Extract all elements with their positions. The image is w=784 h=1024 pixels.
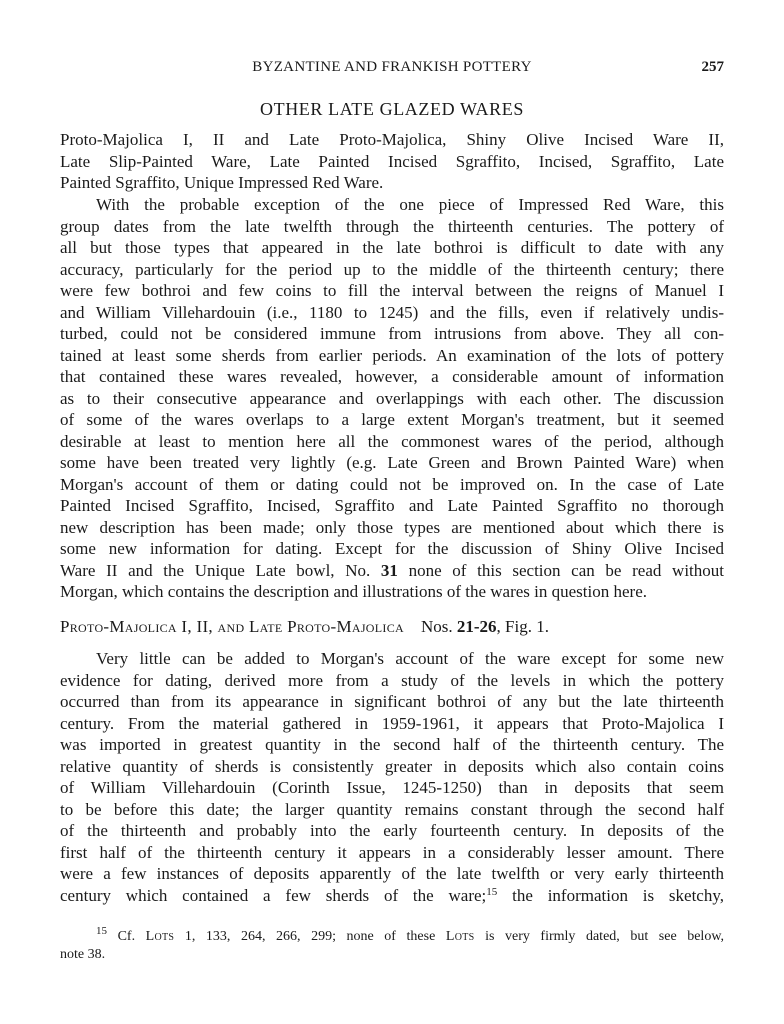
text-fragment: is very firmly dated, but see below, (485, 929, 725, 944)
nos-range: 21-26 (456, 617, 497, 636)
text-line: century. From the material gathered in 1959-1961, it appears that Proto-Majolica I (60, 713, 724, 733)
text-line: Morgan's account of them or dating could not be improved on. In the case of Late (60, 474, 724, 494)
text-fragment: Cf. (117, 929, 136, 944)
text-line: were a few instances of deposits apparently of the late twelfth or very early thirteenth (60, 864, 724, 883)
text-line: as to their consecutive appearance and overlappings with each other. The discussion (60, 388, 724, 408)
footnote-marker[interactable]: 15 (486, 885, 498, 898)
text-fragment: 1, 133, 264, 266, 299; none of these (184, 929, 436, 944)
text-line: were few bothroi and few coins to fill the interval between the reigns of Manuel I (60, 281, 724, 300)
text-fragment: none of this section can be read without (408, 560, 725, 580)
catalogue-number: 31 (380, 560, 398, 580)
text-line: of the thirteenth and probably into the early fourteenth century. In deposits of the (60, 821, 724, 840)
text-line: new description has been made; only those types are mentioned about which there is (60, 517, 724, 537)
text-line: of William Villehardouin (Corinth Issue, 1245-1250) than in deposits that seem (60, 778, 724, 797)
footnote (60, 925, 725, 964)
lots-word: Lots (445, 929, 475, 944)
intro-paragraph (60, 129, 724, 194)
text-line: tained at least some sherds from earlier periods. An examination of the lots of pottery (60, 345, 724, 365)
text-line: desirable at least to mention here all the commonest wares of the period, although (60, 431, 724, 451)
text-line: With the probable exception of the one piece of Impressed Red Ware, this (96, 195, 724, 214)
text-line: Morgan, which contains the description and illustrations of the wares in question here. (60, 582, 647, 601)
text-line: some have been treated very lightly (e.g. Late Green and Brown Painted Ware) when (60, 453, 724, 472)
text-line: to be before this date; the larger quantity remains constant through the second half (60, 799, 724, 819)
subheading (60, 616, 724, 638)
text-line: Proto-Majolica I, II and Late Proto-Majolica, Shiny Olive Incised Ware II, (60, 130, 724, 149)
text-line: and William Villehardouin (i.e., 1180 to 1245) and the fills, even if relatively undis- (60, 302, 724, 322)
text-line: Painted Sgraffito, Unique Impressed Red Ware. (60, 173, 384, 192)
text-line: Painted Incised Sgraffito, Incised, Sgraffito and Late Painted Sgraffito no thorough (60, 496, 724, 515)
text-line: relative quantity of sherds is consistently greater in deposits which also contain coins (60, 756, 724, 776)
text-line: accuracy, particularly for the period up to the middle of the thirteenth century; there (60, 259, 724, 279)
subheading-title: Proto-Majolica I, II, and Late Proto-Majolica (60, 617, 404, 636)
running-head-title: BYZANTINE AND FRANKISH POTTERY (252, 59, 532, 75)
figure-ref: Fig. 1. (505, 617, 549, 636)
text-line: was imported in greatest quantity in the second half of the thirteenth century. The (60, 735, 724, 754)
footnote-line (60, 925, 725, 946)
page-number: 257 (701, 59, 724, 75)
text-line: Very little can be added to Morgan's account of the ware except for some new (96, 649, 724, 668)
text-line: all but those types that appeared in the late bothroi is difficult to date with any (60, 238, 724, 257)
running-head (60, 56, 724, 78)
subheading-line: Proto-Majolica I, II, and Late Proto-Majolica Nos. 21-26, Fig. 1. (60, 617, 549, 636)
body-paragraph (60, 194, 724, 603)
section-paragraph (60, 648, 724, 906)
text-line: of some of the wares overlaps to a large extent Morgan's treatment, but it seemed (60, 410, 724, 429)
text-line: occurred than from its appearance in significant bothroi of any but the late thirteenth (60, 692, 724, 711)
text-line (60, 560, 724, 582)
lots-word: Lots (145, 929, 175, 944)
text-fragment: Ware II and the Unique Late bowl, No. (60, 560, 371, 580)
text-line (60, 885, 724, 907)
text-line: some new information for dating. Except for the discussion of Shiny Olive Incised (60, 539, 724, 558)
footnote-number: 15 (96, 925, 107, 937)
text-fragment: the information is sketchy, (512, 885, 724, 905)
text-line: Late Slip-Painted Ware, Late Painted Incised Sgraffito, Incised, Sgraffito, Late (60, 151, 724, 171)
section-title: OTHER LATE GLAZED WARES (260, 99, 524, 119)
footnote-line: note 38. (60, 947, 106, 962)
text-fragment: century which contained a few sherds of the ware; (60, 885, 487, 905)
text-line: turbed, could not be considered immune from intrusions from above. They all con- (60, 324, 724, 343)
nos-label: Nos. (420, 617, 453, 636)
text-line: that contained these wares revealed, however, a considerable amount of information (60, 367, 724, 386)
text-line: evidence for dating, derived more from a study of the levels in which the pottery (60, 670, 724, 690)
text-line: group dates from the late twelfth through the thirteenth centuries. The pottery of (60, 216, 724, 236)
text-line: first half of the thirteenth century it appears in a considerably lesser amount. There (60, 842, 724, 862)
